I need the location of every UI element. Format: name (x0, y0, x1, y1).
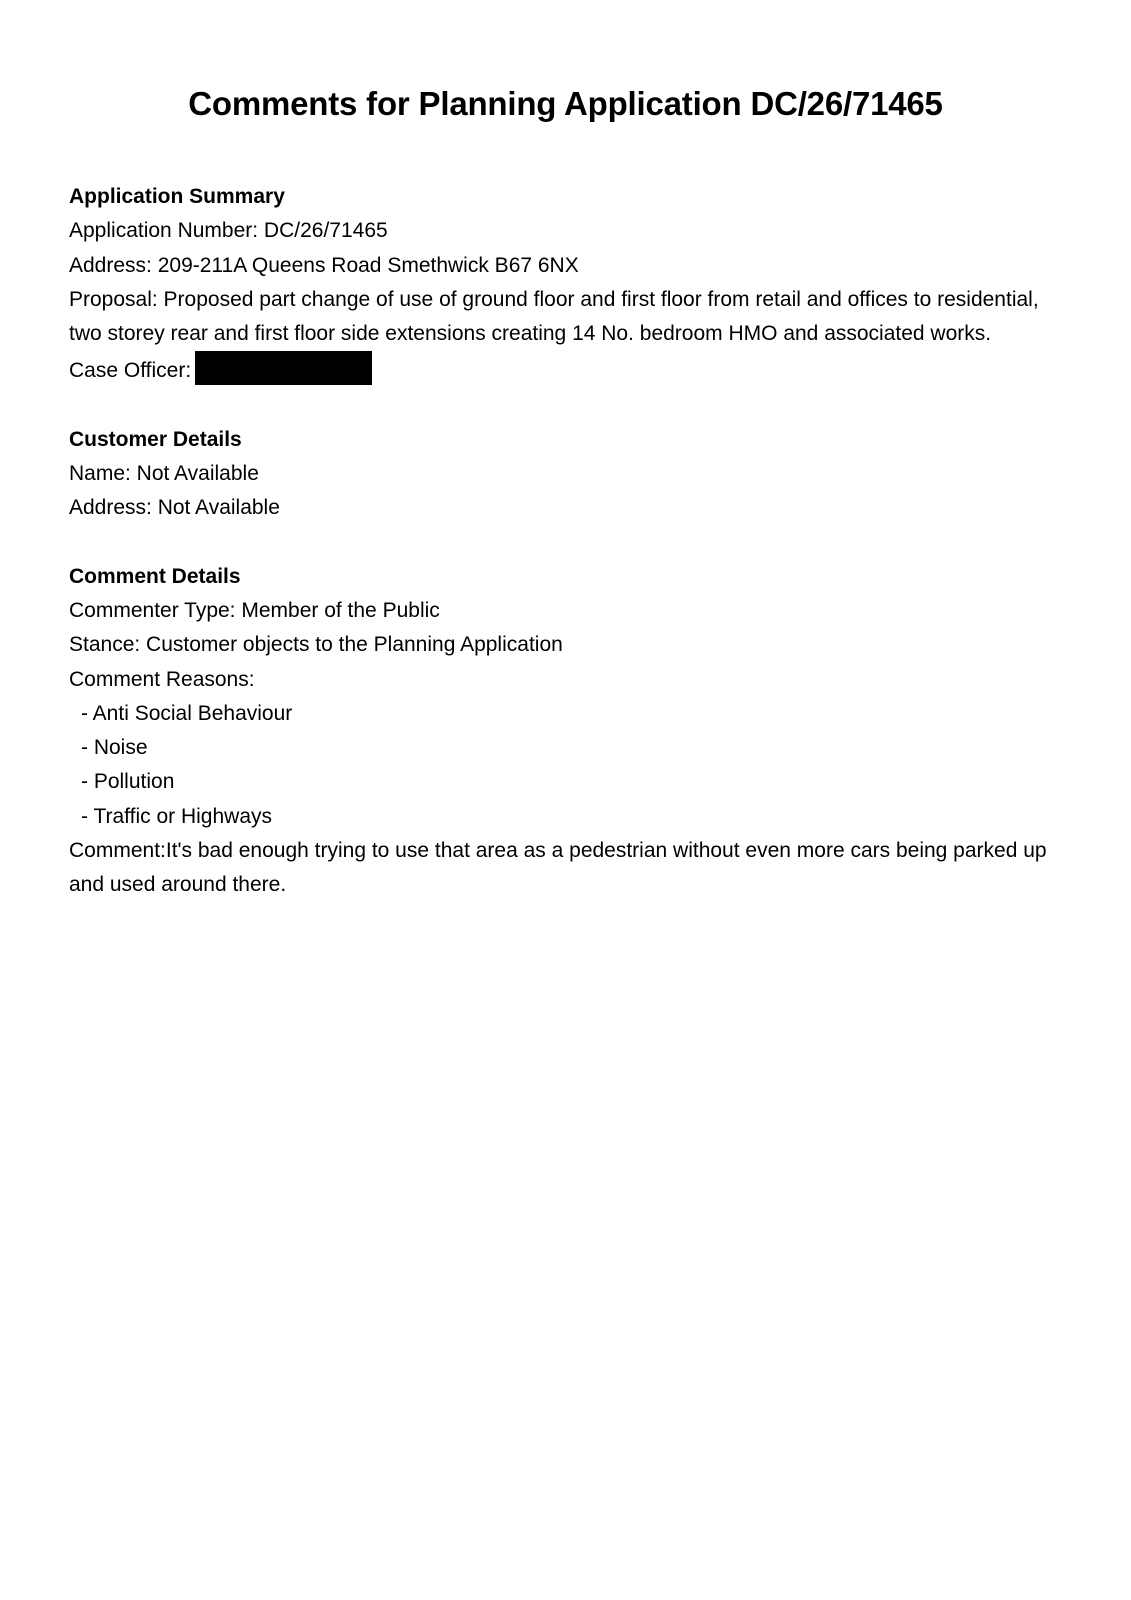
comment-details-section (69, 560, 1069, 903)
page-title: Comments for Planning Application DC/26/71465 (188, 85, 943, 122)
comment-details-heading: Comment Details (69, 564, 241, 588)
application-proposal: Proposal: Proposed part change of use of ground floor and first floor from retail and offices to residential, two storey rear and first floor side extensions creating 14 No. bedroom HMO and associated works. (69, 287, 1039, 346)
application-number: Application Number: DC/26/71465 (69, 219, 388, 243)
comment-reason-item: - Traffic or Highways (81, 804, 272, 828)
customer-details-section (69, 423, 1069, 526)
customer-details-heading: Customer Details (69, 427, 242, 451)
application-address: Address: 209-211A Queens Road Smethwick B67 6NX (69, 253, 579, 277)
comment-reasons-label: Comment Reasons: (69, 667, 255, 691)
comment-reasons-list (69, 697, 1069, 834)
case-officer-label: Case Officer: (69, 359, 192, 383)
comment-stance: Stance: Customer objects to the Planning Application (69, 633, 563, 657)
application-summary-section (69, 180, 1069, 389)
comment-reason-item: - Pollution (81, 770, 175, 794)
case-officer-row (69, 351, 1069, 388)
commenter-type: Commenter Type: Member of the Public (69, 598, 440, 622)
comment-reason-item: - Noise (81, 736, 148, 760)
comment-text: Comment:It's bad enough trying to use that area as a pedestrian without even more cars being parked up and used around there. (69, 839, 1047, 897)
comment-reason-item: - Anti Social Behaviour (81, 701, 293, 725)
application-summary-heading: Application Summary (69, 185, 285, 208)
customer-address: Address: Not Available (69, 496, 280, 520)
case-officer-redaction (195, 351, 372, 385)
document-body (69, 180, 1069, 937)
customer-name: Name: Not Available (69, 462, 259, 486)
